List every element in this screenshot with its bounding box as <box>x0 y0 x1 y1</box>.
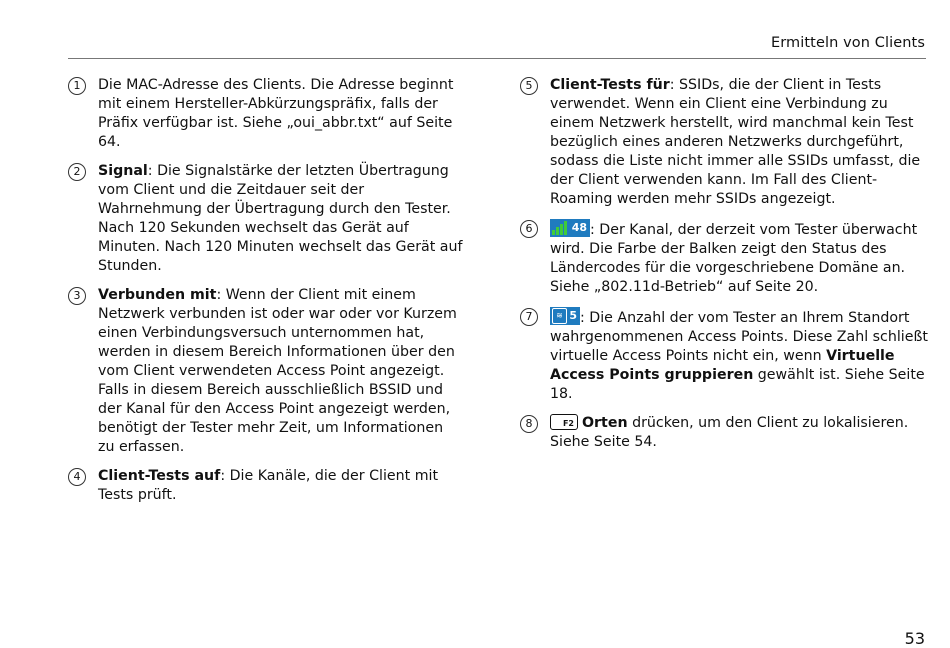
header-rule <box>68 58 926 59</box>
list-item <box>68 467 463 505</box>
right-column <box>520 76 928 462</box>
item-term: Verbunden mit <box>98 287 217 303</box>
header-title: Ermitteln von Clients <box>770 35 925 51</box>
item-text: Die MAC-Adresse des Clients. Die Adresse beginnt mit einem Hersteller-Abkürzungspräfix, falls der Präfix verfügbar ist. Siehe „oui_abbr.txt“ auf Seite 64. <box>98 77 454 150</box>
left-column <box>68 76 463 515</box>
signal-bars-icon <box>552 221 567 235</box>
callout-number: 8 <box>520 415 538 433</box>
key-label: F2 <box>562 419 574 428</box>
list-item <box>68 76 463 152</box>
callout-number: 7 <box>520 308 538 326</box>
list-item <box>520 219 928 297</box>
list-item <box>520 307 928 404</box>
item-term: Client-Tests für <box>550 77 670 93</box>
callout-number: 2 <box>68 163 86 181</box>
item-text: : Die Anzahl der vom Tester an Ihrem Standort wahrgenommenen Access Points. Diese Zahl schließt virtuelle Access Points nicht ein, wenn <box>550 310 928 364</box>
item-text: : Der Kanal, der derzeit vom Tester überwacht wird. Die Farbe der Balken zeigt den Status des Ländercodes für die vorgeschriebene Domäne an. Siehe „802.11d-Betrieb“ auf Seite 20. <box>550 222 918 295</box>
item-text: : Wenn der Client mit einem Netzwerk verbunden ist oder war oder vor Kurzem einen Verbindungsversuch unternommen hat, werden in diesem Bereich Informationen über den vom Client verwendeten Access Point angezeigt. Falls in diesem Bereich ausschließlich BSSID und der Kanal für den Access Point angezeigt werden, benötigt der Tester mehr Zeit, um Informationen zu erfassen. <box>98 287 457 455</box>
item-term: Virtuelle Access Points gruppieren <box>550 348 895 383</box>
channel-number: 48 <box>571 221 587 234</box>
access-point-count-icon <box>550 307 580 325</box>
callout-number: 3 <box>68 287 86 305</box>
f2-key-icon <box>550 414 578 430</box>
list-item <box>520 414 928 452</box>
access-point-count: 5 <box>569 309 577 322</box>
list-item <box>68 162 463 276</box>
item-text: : SSIDs, die der Client in Tests verwendet. Wenn ein Client eine Verbindung zu einem Netzwerk herstellt, wird manchmal kein Test bezüglich eines anderen Netzwerks durchgeführt, sodass die Liste nicht immer alle SSIDs umfasst, die der Client verwenden kann. Im Fall des Client-Roaming werden mehr SSIDs angezeigt. <box>550 77 921 207</box>
item-text: drücken, um den Client zu lokalisieren. Siehe Seite 54. <box>550 415 909 450</box>
item-term: Signal <box>98 163 148 179</box>
list-item <box>68 286 463 457</box>
item-term: Client-Tests auf <box>98 468 221 484</box>
page-number: 53 <box>904 629 925 648</box>
callout-number: 1 <box>68 77 86 95</box>
item-text: : Die Signalstärke der letzten Übertragung vom Client und die Zeitdauer seit der Wahrnehmung der Übertragung durch den Tester. Nach 120 Sekunden wechselt das Gerät auf Minuten. Nach 120 Minuten wechselt das Gerät auf Stunden. <box>98 163 463 274</box>
list-item <box>520 76 928 209</box>
callout-number: 6 <box>520 220 538 238</box>
callout-number: 5 <box>520 77 538 95</box>
access-point-icon: ≋ <box>552 308 567 324</box>
item-text-tail: gewählt ist. Siehe Seite 18. <box>550 367 925 402</box>
item-text: : Die Kanäle, die der Client mit Tests prüft. <box>98 468 439 503</box>
item-term: Orten <box>582 415 628 431</box>
callout-number: 4 <box>68 468 86 486</box>
channel-signal-icon <box>550 219 590 237</box>
